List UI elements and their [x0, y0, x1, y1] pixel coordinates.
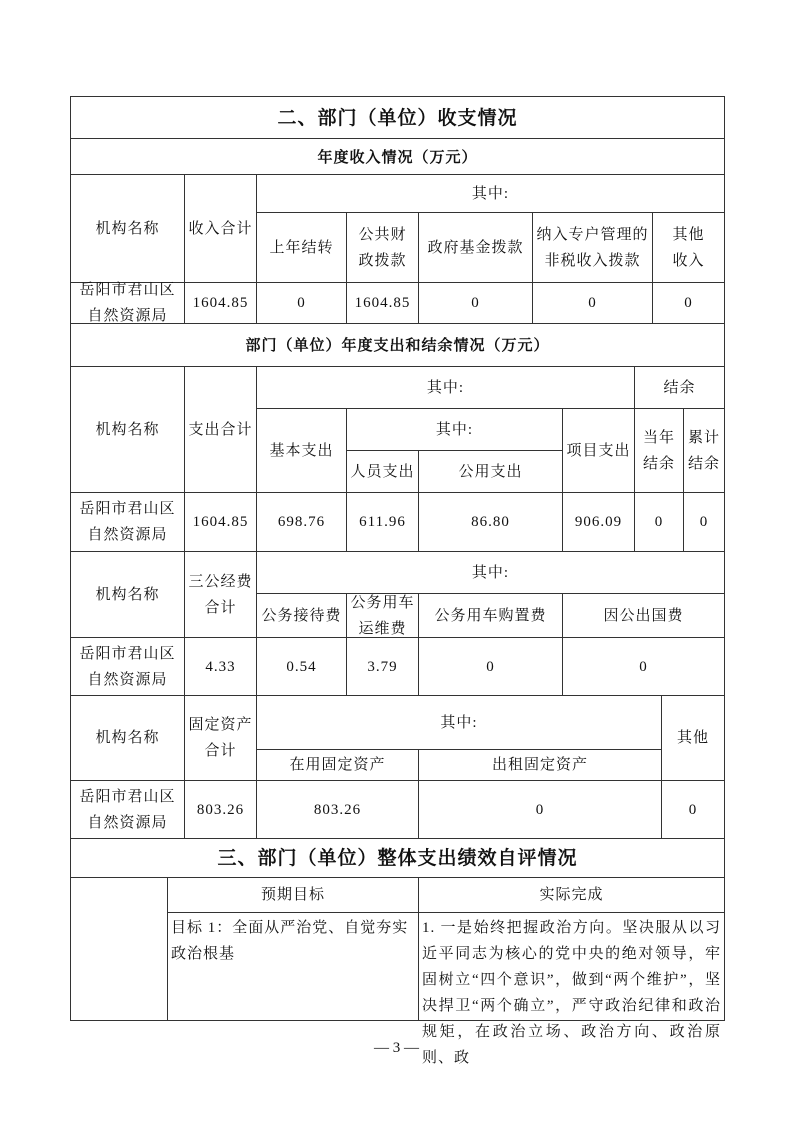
cell-project: 906.09	[562, 492, 635, 552]
header-org: 机构名称	[70, 695, 185, 781]
cell-org: 岳阳市君山区 自然资源局	[70, 637, 185, 696]
header-org: 机构名称	[70, 174, 185, 283]
cell-current-balance: 0	[634, 492, 684, 552]
header-rented: 出租固定资产	[418, 749, 662, 781]
cell-public-finance: 1604.85	[346, 282, 419, 324]
cell-org: 岳阳市君山区 自然资源局	[70, 780, 185, 839]
header-vehicle-ops: 公务用车 运维费	[346, 593, 419, 638]
cell-org: 岳阳市君山区 自然资源局	[70, 492, 185, 552]
header-of-which: 其中:	[256, 551, 725, 594]
header-actual: 实际完成	[418, 877, 725, 913]
header-non-tax: 纳入专户管理的 非税收入拨款	[532, 212, 653, 283]
header-personnel: 人员支出	[346, 450, 419, 493]
cell-fixed-total: 803.26	[184, 780, 257, 839]
header-fixed-total: 固定资产 合计	[184, 695, 257, 781]
header-of-which: 其中:	[346, 408, 563, 451]
header-of-which: 其中:	[256, 174, 725, 213]
section-title: 三、部门（单位）整体支出绩效自评情况	[70, 838, 725, 878]
cell-gov-fund: 0	[418, 282, 533, 324]
header-basic: 基本支出	[256, 408, 347, 493]
header-of-which: 其中:	[256, 695, 662, 750]
header-cumulative-balance: 累计 结余	[683, 408, 725, 493]
cell-in-use: 803.26	[256, 780, 419, 839]
header-project: 项目支出	[562, 408, 635, 493]
income-table-title: 年度收入情况（万元）	[70, 138, 725, 175]
cell-vehicle-purchase: 0	[418, 637, 563, 696]
header-other-assets: 其他	[661, 695, 725, 781]
cell-income-total: 1604.85	[184, 282, 257, 324]
cell-actual-1: 1. 一是始终把握政治方向。坚决服从以习近平同志为核心的党中央的绝对领导，牢固树立“四个意识”，做到“两个维护”，坚决捍卫“两个确立”，严守政治纪律和政治规矩，在政治立场、政治方向、政治原则、政	[418, 912, 725, 1021]
page-number: — 3 —	[374, 1040, 419, 1056]
cell-carryover: 0	[256, 282, 347, 324]
cell-org: 岳阳市君山区 自然资源局	[70, 282, 185, 324]
cell-rented: 0	[418, 780, 662, 839]
cell-three-public-total: 4.33	[184, 637, 257, 696]
cell-non-tax: 0	[532, 282, 653, 324]
cell-expense-total: 1604.85	[184, 492, 257, 552]
header-expense-total: 支出合计	[184, 366, 257, 493]
expense-table-title: 部门（单位）年度支出和结余情况（万元）	[70, 323, 725, 367]
header-public-finance: 公共财 政拨款	[346, 212, 419, 283]
header-income-total: 收入合计	[184, 174, 257, 283]
header-three-public-total: 三公经费 合计	[184, 551, 257, 638]
section-title: 二、部门（单位）收支情况	[70, 96, 725, 139]
cell-vehicle-ops: 3.79	[346, 637, 419, 696]
header-expected: 预期目标	[167, 877, 419, 913]
header-balance: 结余	[634, 366, 725, 409]
cell-personnel: 611.96	[346, 492, 419, 552]
header-carryover: 上年结转	[256, 212, 347, 283]
header-current-balance: 当年 结余	[634, 408, 684, 493]
header-other-income: 其他 收入	[652, 212, 725, 283]
header-of-which: 其中:	[256, 366, 635, 409]
header-overseas: 因公出国费	[562, 593, 725, 638]
header-org: 机构名称	[70, 551, 185, 638]
cell-public-use: 86.80	[418, 492, 563, 552]
cell-reception: 0.54	[256, 637, 347, 696]
cell-cumulative-balance: 0	[683, 492, 725, 552]
cell-basic: 698.76	[256, 492, 347, 552]
cell-overseas: 0	[562, 637, 725, 696]
cell-goal-1: 目标 1：全面从严治党、自觉夯实政治根基	[167, 912, 419, 1021]
header-in-use: 在用固定资产	[256, 749, 419, 781]
header-vehicle-purchase: 公务用车购置费	[418, 593, 563, 638]
header-public-use: 公用支出	[418, 450, 563, 493]
empty-cell	[70, 877, 168, 1021]
cell-other-income: 0	[652, 282, 725, 324]
header-gov-fund: 政府基金拨款	[418, 212, 533, 283]
cell-other-assets: 0	[661, 780, 725, 839]
header-org: 机构名称	[70, 366, 185, 493]
header-reception: 公务接待费	[256, 593, 347, 638]
